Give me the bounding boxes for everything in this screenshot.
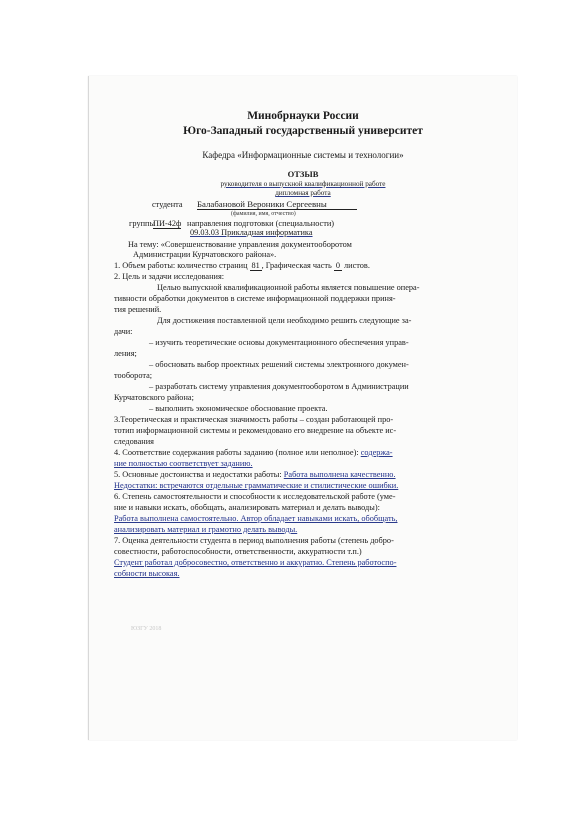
topic-line-1: На тему: «Совершенствование управления документооборотом	[128, 240, 352, 249]
section-2-task: – изучить теоретические основы документационного обеспечения управ-	[149, 338, 409, 347]
section-2-line: Для достижения поставленной цели необходимо решить следующие за-	[157, 316, 412, 325]
faint-footer-text: ЮЗГУ 2018	[131, 626, 162, 632]
section-7-line: 7. Оценка деятельности студента в период выполнения работы (степень добро-	[114, 536, 394, 545]
section-5-answer: Работа выполнена качественно.	[283, 470, 396, 479]
student-label: студента	[152, 200, 183, 209]
document-subtitle-2: дипломная работа	[275, 189, 331, 197]
group-label: группы	[129, 219, 156, 228]
section-2-task: – обосновать выбор проектных решений системы электронного докумен-	[149, 360, 409, 369]
section-2-line: тивности обработки документов в системе информационной поддержки приня-	[114, 294, 396, 303]
group-value: ПИ-42ф	[153, 219, 182, 228]
section-7-answer: Студент работал добросовестно, ответственно и аккуратно. Степень работоспо-	[114, 558, 397, 567]
section-2-line: Целью выпускной квалификационной работы является повышение опера-	[157, 283, 420, 292]
section-7-answer-cont: собности высокая.	[114, 569, 180, 578]
student-name: Балабановой Вероники Сергеевны	[197, 199, 357, 210]
section-6-answer-cont: анализировать материал и грамотно делать выводы.	[114, 525, 298, 534]
section-2-line: ления;	[114, 349, 137, 358]
section-4-question: 4. Соответствие содержания работы заданию (полное или неполное): содержа-	[114, 448, 393, 457]
section-2-task: – разработать систему управления документооборотом в Администрации	[149, 382, 409, 391]
department-line: Кафедра «Информационные системы и технологии»	[202, 150, 404, 160]
section-5-answer-cont: Недостатки: встречаются отдельные грамматические и стилистические ошибки.	[114, 481, 399, 490]
section-4-answer: содержа-	[360, 448, 393, 457]
section-3-line: тотип информационной системы и рекомендовано его внедрение на объекте ис-	[114, 426, 397, 435]
section-4-answer-cont: ние полностью соответствует заданию.	[114, 459, 253, 468]
document-subtitle-1: руководителя о выпускной квалификационной работе	[220, 180, 386, 188]
student-name-hint: (фамилия, имя, отчество)	[231, 211, 296, 217]
section-2-line: Курчатовского района;	[114, 393, 194, 402]
section-3-line: следования	[114, 437, 154, 446]
section-3-line: 3.Теоретическая и практическая значимость работы – создан работающей про-	[114, 415, 394, 424]
section-5-question: 5. Основные достоинства и недостатки работы: Работа выполнена качественно.	[114, 470, 396, 479]
university-heading: Юго-Западный государственный университет	[183, 125, 423, 137]
section-2-line: тия решений.	[114, 305, 162, 314]
section-2-line: дачи:	[114, 327, 133, 336]
section-7-line: совестности, работоспособности, ответственности, аккуратности т.п.)	[114, 547, 362, 556]
section-2-heading: 2. Цель и задачи исследования:	[114, 272, 225, 281]
ministry-heading: Минобрнауки России	[247, 110, 359, 122]
section-1-volume: 1. Объем работы: количество страниц 81 , Графическая часть 0 листов.	[114, 261, 370, 270]
direction-value: 09.03.03 Прикладная информатика	[190, 228, 313, 237]
section-6-answer: Работа выполнена самостоятельно. Автор обладает навыками искать, обобщать,	[114, 514, 398, 523]
direction-label: направления подготовки (специальности)	[187, 219, 335, 228]
section-2-task: – выполнить экономическое обоснование проекта.	[149, 404, 328, 413]
document-title: ОТЗЫВ	[287, 169, 319, 179]
section-6-line: ние и навыки искать, обобщать, анализировать материал и делать выводы):	[114, 503, 380, 512]
section-2-line: тооборота;	[114, 371, 153, 380]
document-page	[88, 76, 517, 740]
section-6-line: 6. Степень самостоятельности и способности к исследовательской работе (уме-	[114, 492, 396, 501]
topic-line-2: Администрации Курчатовского района».	[133, 250, 277, 259]
